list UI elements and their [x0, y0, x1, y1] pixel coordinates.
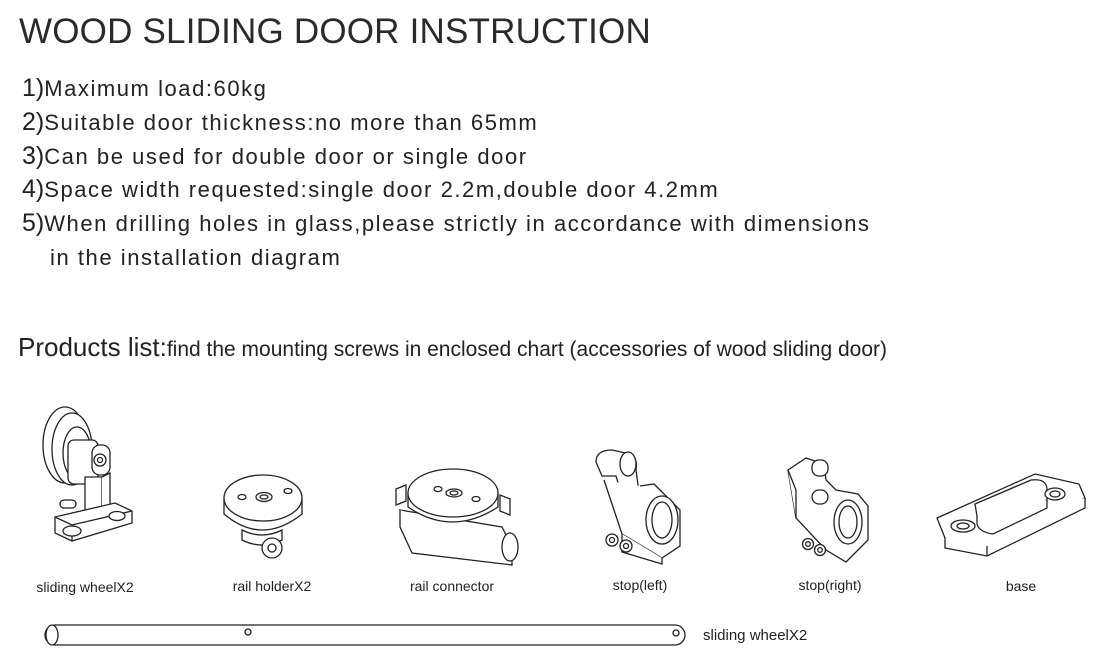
instruction-number: 3): [22, 141, 45, 170]
product-label: sliding wheelX2: [36, 579, 134, 595]
stop-right-icon: [776, 450, 876, 565]
product-label: stop(right): [798, 577, 862, 593]
product-label: rail holderX2: [232, 578, 312, 594]
instruction-number: 4): [22, 175, 45, 204]
product-label: base: [1005, 578, 1037, 594]
rail-connector-icon: [392, 465, 522, 565]
instruction-item: [22, 207, 871, 275]
instruction-text: Space width requested:single door 2.2m,double door 4.2mm: [44, 177, 720, 203]
instruction-number: 2): [22, 107, 45, 136]
rail-label: sliding wheelX2: [703, 627, 808, 644]
rail-icon: [40, 622, 695, 648]
sliding-wheel-icon: [30, 405, 140, 560]
instruction-item: [22, 72, 871, 106]
product-label: stop(left): [612, 577, 668, 593]
instruction-text: Maximum load:60kg: [44, 76, 268, 101]
products-description: find the mounting screws in enclosed chart (accessories of wood sliding door): [166, 338, 888, 361]
stop-left-icon: [582, 440, 692, 565]
instruction-text: Can be used for double door or single door: [44, 143, 528, 169]
rail-holder-icon: [222, 468, 312, 568]
products-heading: Products list:: [18, 332, 167, 362]
instruction-text-continued: in the installation diagram: [50, 244, 342, 270]
products-list-heading: [18, 332, 887, 363]
instruction-text: When drilling holes in glass,please strictly in accordance with dimensions: [44, 211, 871, 237]
product-label: rail connector: [409, 578, 495, 594]
page-title: WOOD SLIDING DOOR INSTRUCTION: [19, 12, 651, 51]
instruction-item: [22, 106, 871, 140]
instruction-number: 1): [22, 74, 45, 102]
instruction-item: [22, 140, 871, 174]
instruction-list: [22, 72, 871, 275]
base-icon: [935, 468, 1085, 563]
instruction-text: Suitable door thickness:no more than 65mm: [44, 109, 539, 135]
instruction-item: [22, 173, 871, 207]
instruction-number: 5): [22, 209, 45, 238]
